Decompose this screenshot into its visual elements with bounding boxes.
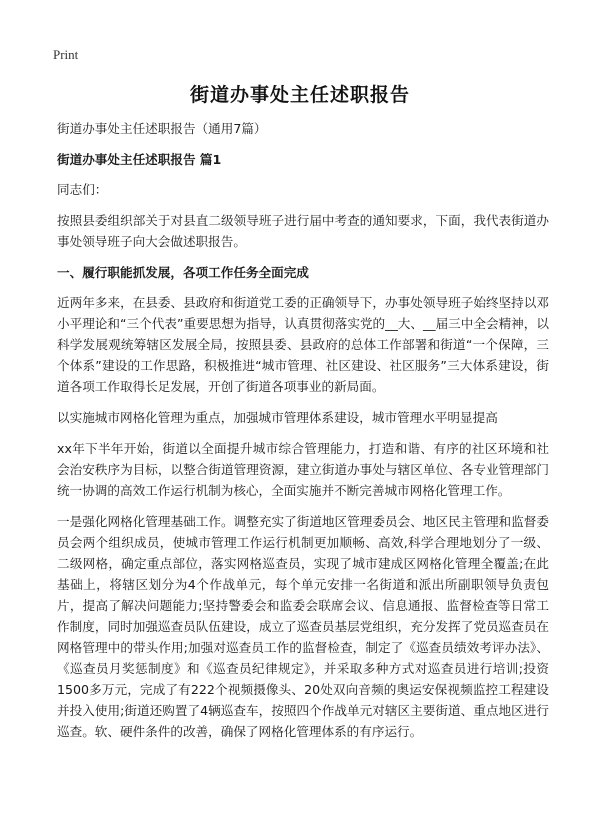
salutation: 同志们： <box>57 182 108 197</box>
paragraph-4: 一是强化网格化管理基础工作。调整充实了街道地区管理委员会、地区民主管理和监督委员会两个组织成员，使城市管理工作运行机制更加顺畅、高效,科学合理地划分了一级、二级网格，确定重点部位，落实网格巡查员，实现了城市建成区网格化管理全覆盖;在此基础上，将辖区划分为4个作战单元，每个单元安排一名街道和派出所副职领导负责包片，提高了解决问题能力;坚持警委会和监委会联席会议、信息通报、监督检查等日常工作制度，同时加强巡查员队伍建设，成立了巡查员基层党组织，充分发挥了党员巡查员在网格管理中的带头作用;加强对巡查员工作的监督检查，制定了《巡查员绩效考评办法》、《巡查员月奖惩制度》和《巡查员纪律规定》，并采取多种方式对巡查员进行培训;投资1500多万元，完成了有222个视频摄像头、20处双向音频的奥运安保视频监控工程建设并投入使用;街道还购置了4辆巡查车，按照四个作战单元对辖区主要街道、重点地区进行巡查。软、硬件条件的改善，确保了网格化管理体系的有序运行。 <box>57 514 549 739</box>
heading-1: 一、履行职能抓发展，各项工作任务全面完成 <box>57 265 309 280</box>
paragraph-3: xx年下半年开始，街道以全面提升城市综合管理能力，打造和谐、有序的社区环境和社会治安秩序为目标，以整合街道管理资源，建立街道办事处与辖区单位、各专业管理部门统一协调的高效工作运行机制为核心，全面实施并不断完善城市网格化管理工作。 <box>57 441 549 498</box>
document-title: 街道办事处主任述职报告 <box>189 84 410 106</box>
document-body <box>57 118 549 750</box>
document-subtitle: 街道办事处主任述职报告（通用7篇） <box>57 121 267 136</box>
paragraph-2: 以实施城市网格化管理为重点，加强城市管理体系建设，城市管理水平明显提高 <box>57 410 498 425</box>
section-heading: 街道办事处主任述职报告 篇1 <box>57 152 222 167</box>
print-label: Print <box>53 47 79 62</box>
paragraph-intro: 按照县委组织部关于对县直二级领导班子进行届中考查的通知要求，下面，我代表街道办事处领导班子向大会做述职报告。 <box>57 213 549 249</box>
paragraph-1: 近两年多来，在县委、县政府和街道党工委的正确领导下，办事处领导班子始终坚持以邓小平理论和“三个代表”重要思想为指导，认真贯彻落实党的__大、__届三中全会精神，以科学发展观统筹辖区发展全局，按照县委、县政府的总体工作部署和街道“一个保障，三个体系”建设的工作思路，积极推进“城市管理、社区建设、社区服务”三大体系建设，街道各项工作取得长足发展，开创了街道各项事业的新局面。 <box>57 295 549 394</box>
